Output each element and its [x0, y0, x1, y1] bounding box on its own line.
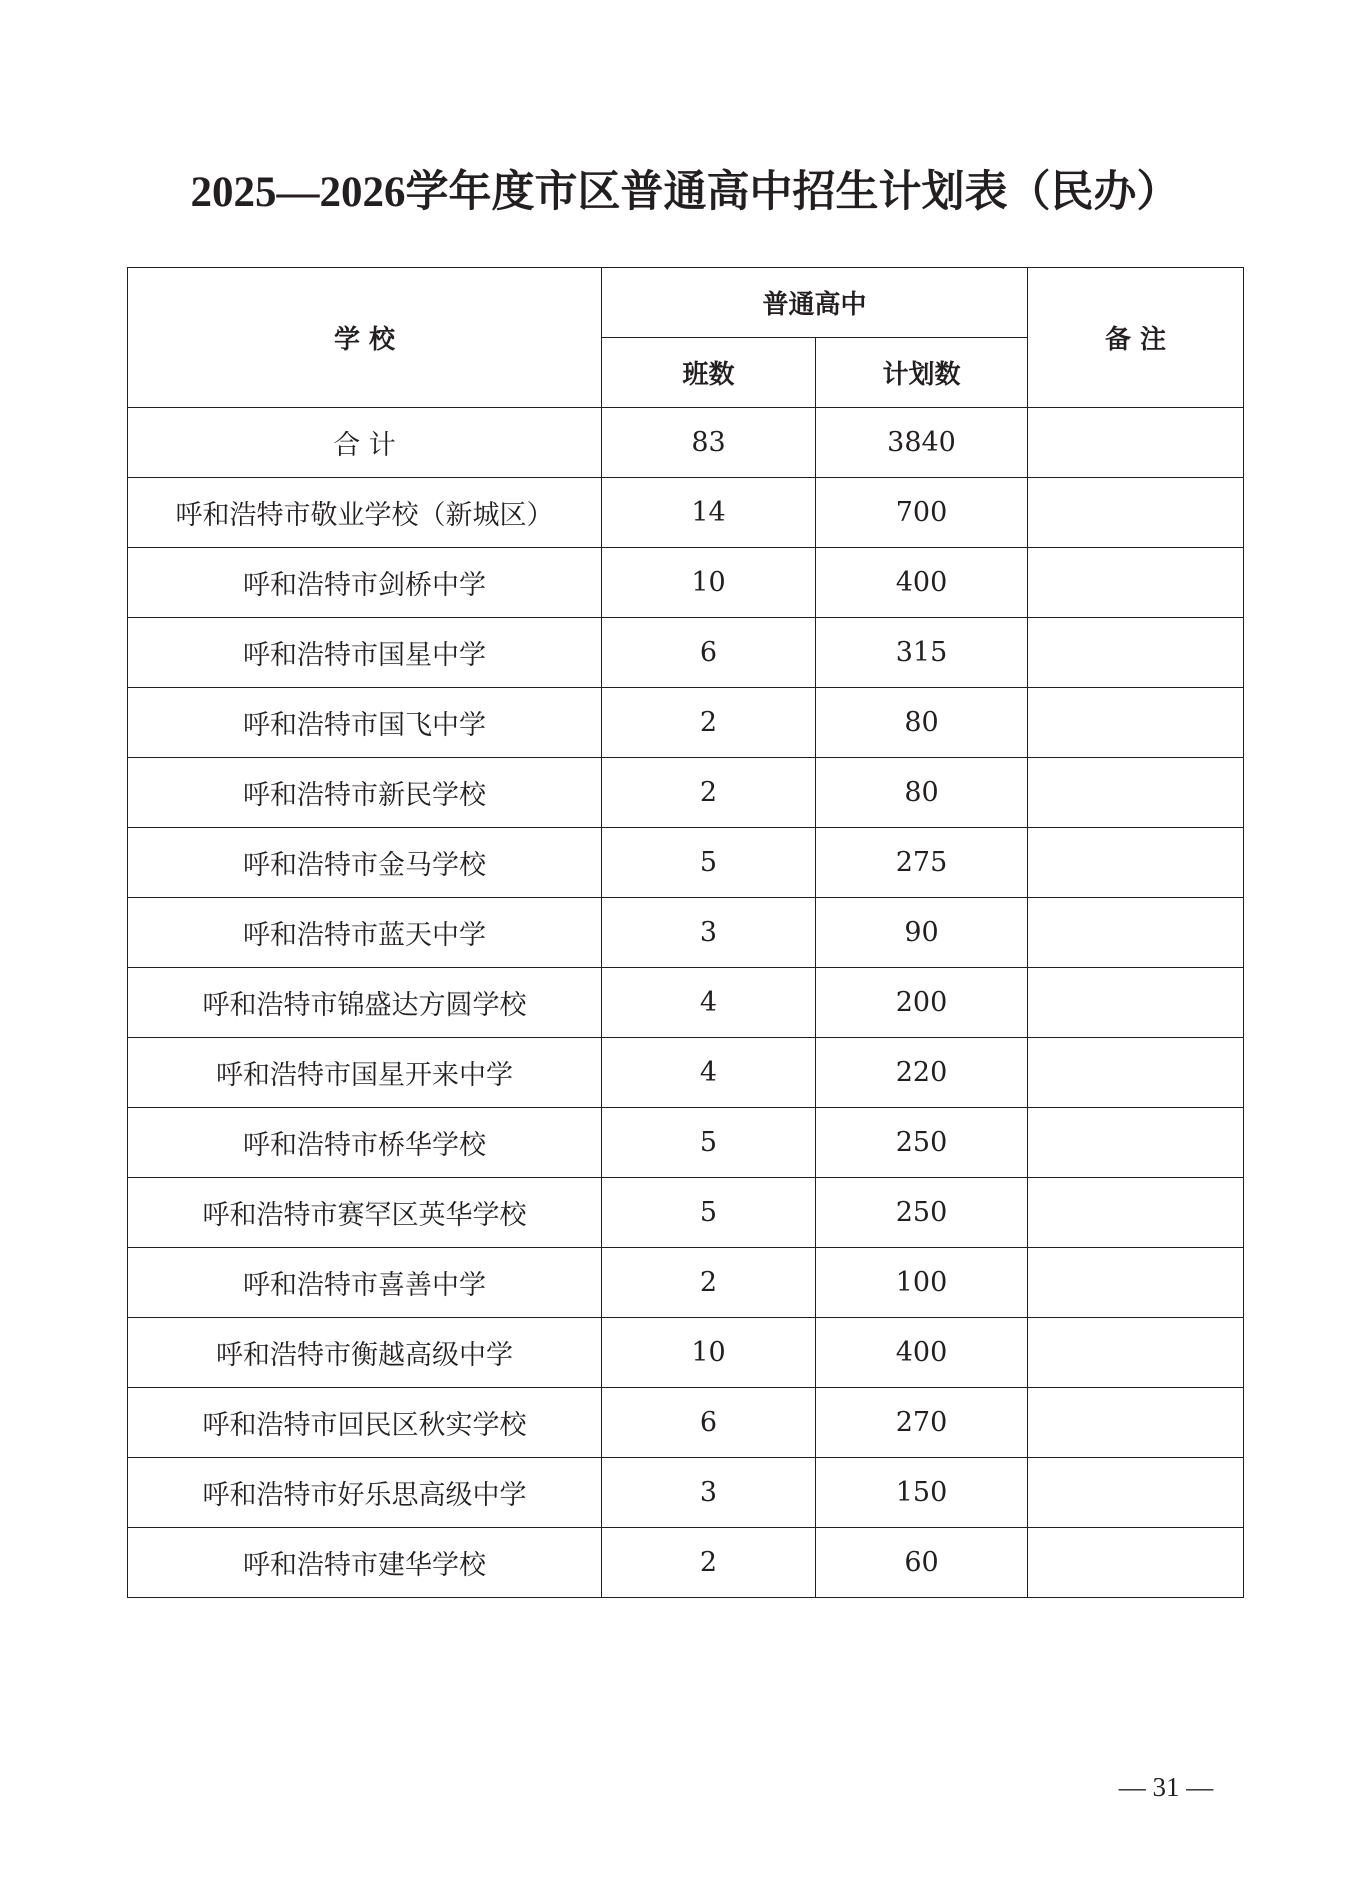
- plan-count-cell: 250: [816, 1178, 1028, 1248]
- table-row: [128, 968, 1244, 1038]
- remarks-cell: [1028, 1528, 1244, 1598]
- remarks-cell: [1028, 828, 1244, 898]
- remarks-cell: [1028, 968, 1244, 1038]
- school-name-cell: 呼和浩特市赛罕区英华学校: [128, 1178, 602, 1248]
- plan-count-cell: 3840: [816, 408, 1028, 478]
- table-row: [128, 898, 1244, 968]
- plan-count-cell: 275: [816, 828, 1028, 898]
- school-name-cell: 呼和浩特市国星中学: [128, 618, 602, 688]
- class-count-cell: 2: [602, 1248, 816, 1318]
- plan-count-cell: 80: [816, 758, 1028, 828]
- remarks-cell: [1028, 408, 1244, 478]
- class-count-cell: 6: [602, 1388, 816, 1458]
- plan-count-cell: 400: [816, 1318, 1028, 1388]
- page-title: 2025—2026学年度市区普通高中招生计划表（民办）: [190, 169, 1180, 216]
- school-name-cell: 呼和浩特市锦盛达方圆学校: [128, 968, 602, 1038]
- remarks-cell: [1028, 1388, 1244, 1458]
- header-row-top: [128, 268, 1244, 338]
- remarks-cell: [1028, 1318, 1244, 1388]
- table-row: [128, 618, 1244, 688]
- table-row: [128, 1248, 1244, 1318]
- remarks-cell: [1028, 478, 1244, 548]
- school-name-cell: 呼和浩特市好乐思高级中学: [128, 1458, 602, 1528]
- table-body: [128, 408, 1244, 1598]
- class-count-cell: 3: [602, 898, 816, 968]
- class-count-cell: 2: [602, 758, 816, 828]
- school-name-cell: 呼和浩特市喜善中学: [128, 1248, 602, 1318]
- total-row: [128, 408, 1244, 478]
- remarks-cell: [1028, 548, 1244, 618]
- school-name-cell: 呼和浩特市国星开来中学: [128, 1038, 602, 1108]
- header-remarks: 备 注: [1028, 268, 1244, 408]
- table-row: [128, 828, 1244, 898]
- plan-count-cell: 150: [816, 1458, 1028, 1528]
- class-count-cell: 83: [602, 408, 816, 478]
- table-row: [128, 478, 1244, 548]
- header-class-count: 班数: [602, 338, 816, 408]
- remarks-cell: [1028, 618, 1244, 688]
- enrollment-plan-table: [127, 267, 1244, 1598]
- class-count-cell: 6: [602, 618, 816, 688]
- class-count-cell: 5: [602, 1108, 816, 1178]
- school-name-cell: 呼和浩特市敬业学校（新城区）: [128, 478, 602, 548]
- class-count-cell: 2: [602, 1528, 816, 1598]
- remarks-cell: [1028, 688, 1244, 758]
- class-count-cell: 5: [602, 1178, 816, 1248]
- remarks-cell: [1028, 898, 1244, 968]
- school-name-cell: 呼和浩特市衡越高级中学: [128, 1318, 602, 1388]
- table-row: [128, 1388, 1244, 1458]
- plan-count-cell: 60: [816, 1528, 1028, 1598]
- class-count-cell: 10: [602, 548, 816, 618]
- table-row: [128, 548, 1244, 618]
- plan-count-cell: 220: [816, 1038, 1028, 1108]
- remarks-cell: [1028, 758, 1244, 828]
- plan-count-cell: 100: [816, 1248, 1028, 1318]
- school-name-cell: 呼和浩特市桥华学校: [128, 1108, 602, 1178]
- remarks-cell: [1028, 1458, 1244, 1528]
- plan-count-cell: 200: [816, 968, 1028, 1038]
- school-name-cell: 呼和浩特市回民区秋实学校: [128, 1388, 602, 1458]
- table-header: [128, 268, 1244, 408]
- school-name-cell: 合 计: [128, 408, 602, 478]
- table-row: [128, 1038, 1244, 1108]
- school-name-cell: 呼和浩特市金马学校: [128, 828, 602, 898]
- plan-count-cell: 80: [816, 688, 1028, 758]
- remarks-cell: [1028, 1178, 1244, 1248]
- plan-count-cell: 700: [816, 478, 1028, 548]
- table-row: [128, 1458, 1244, 1528]
- table-row: [128, 758, 1244, 828]
- table-row: [128, 1108, 1244, 1178]
- school-name-cell: 呼和浩特市新民学校: [128, 758, 602, 828]
- school-name-cell: 呼和浩特市蓝天中学: [128, 898, 602, 968]
- table-row: [128, 1318, 1244, 1388]
- page-number: — 31 —: [1118, 1772, 1214, 1802]
- class-count-cell: 4: [602, 1038, 816, 1108]
- header-regular-high-school: 普通高中: [602, 268, 1028, 338]
- class-count-cell: 5: [602, 828, 816, 898]
- plan-count-cell: 90: [816, 898, 1028, 968]
- plan-count-cell: 315: [816, 618, 1028, 688]
- school-name-cell: 呼和浩特市国飞中学: [128, 688, 602, 758]
- class-count-cell: 4: [602, 968, 816, 1038]
- table-row: [128, 1178, 1244, 1248]
- school-name-cell: 呼和浩特市建华学校: [128, 1528, 602, 1598]
- remarks-cell: [1028, 1248, 1244, 1318]
- plan-count-cell: 250: [816, 1108, 1028, 1178]
- header-school: 学 校: [128, 268, 602, 408]
- plan-count-cell: 400: [816, 548, 1028, 618]
- school-name-cell: 呼和浩特市剑桥中学: [128, 548, 602, 618]
- remarks-cell: [1028, 1038, 1244, 1108]
- header-plan-count: 计划数: [816, 338, 1028, 408]
- remarks-cell: [1028, 1108, 1244, 1178]
- class-count-cell: 10: [602, 1318, 816, 1388]
- class-count-cell: 3: [602, 1458, 816, 1528]
- class-count-cell: 14: [602, 478, 816, 548]
- plan-count-cell: 270: [816, 1388, 1028, 1458]
- table-row: [128, 1528, 1244, 1598]
- table-row: [128, 688, 1244, 758]
- class-count-cell: 2: [602, 688, 816, 758]
